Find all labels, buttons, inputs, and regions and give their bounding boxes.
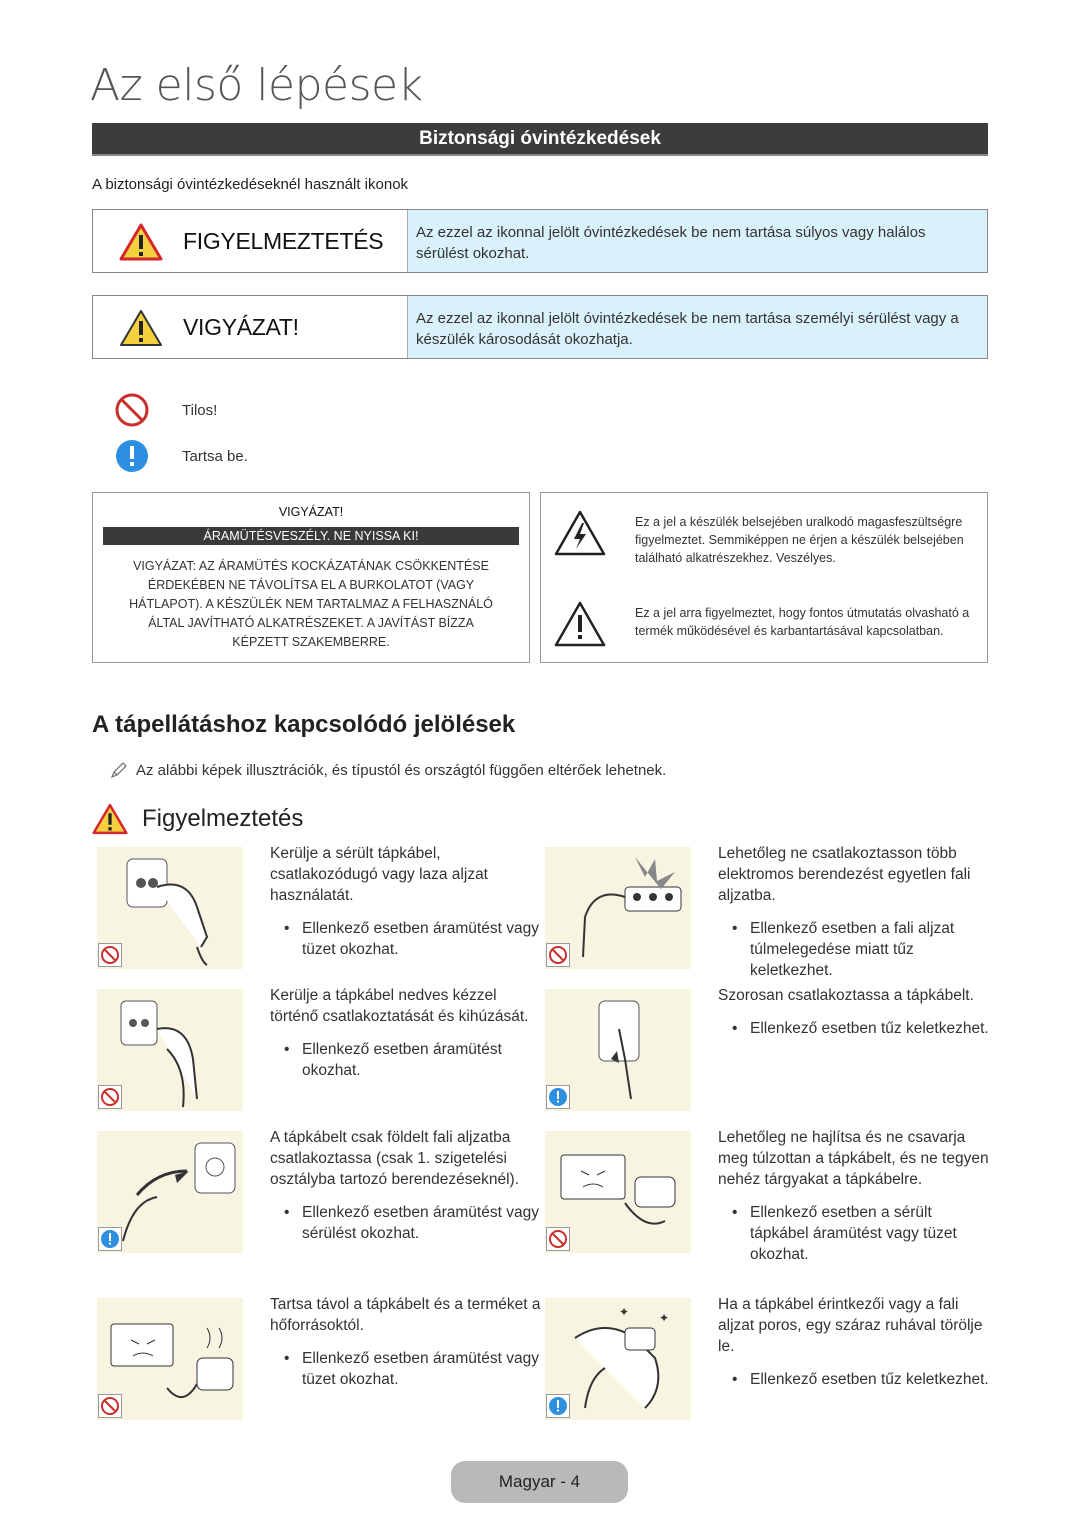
- item-main-text: Tartsa távol a tápkábelt és a terméket a hőforrásoktól.: [270, 1296, 541, 1334]
- caution-notice: [92, 295, 988, 359]
- mandatory-icon: [98, 1227, 122, 1251]
- caution-line: ÉRDEKÉBEN NE TÁVOLÍTSA EL A BURKOLATOT (VAGY: [147, 578, 475, 592]
- item-bullet-text: • Ellenkező esetben a sérült tápkábel áramütést vagy tüzet okozhat.: [718, 1202, 990, 1265]
- prohibited-row: [114, 392, 217, 428]
- item-text: [718, 1127, 990, 1265]
- caution-yellow-icon: [119, 309, 163, 347]
- item-text: [270, 1294, 542, 1390]
- mandatory-row: [114, 438, 248, 474]
- item-bullet-text: • Ellenkező esetben tűz keletkezhet.: [718, 1018, 990, 1039]
- electric-shock-caution-box: [92, 492, 530, 663]
- item-main-text: Ha a tápkábel érintkezői vagy a fali aljzat poros, egy száraz ruhával törölje le.: [718, 1296, 983, 1355]
- item-text: [270, 843, 542, 960]
- caution-line: ÁLTAL JAVÍTHATÓ ALKATRÉSZEKET. A JAVÍTÁST BÍZZA: [148, 616, 474, 630]
- high-voltage-icon: [553, 509, 607, 557]
- item-text: [718, 843, 990, 981]
- item-text: [270, 1127, 542, 1244]
- power-heading: A tápellátáshoz kapcsolódó jelölések: [92, 711, 516, 738]
- item-main-text: Szorosan csatlakoztassa a tápkábelt.: [718, 987, 974, 1004]
- item-main-text: A tápkábelt csak földelt fali aljzatba csatlakoztassa (csak 1. szigetelési osztályba tartozó berendezéseknél).: [270, 1129, 520, 1188]
- prohibited-icon: [114, 392, 150, 428]
- section-title: Biztonsági óvintézkedések: [419, 127, 661, 149]
- warning-text: Az ezzel az ikonnal jelölt óvintézkedések be nem tartása súlyos vagy halálos sérülést okozhat.: [407, 210, 987, 272]
- prohibited-icon: [546, 1227, 570, 1251]
- footer-label: Magyar - 4: [498, 1472, 581, 1491]
- item-bullet-text: • Ellenkező esetben a fali aljzat túlmelegedése miatt tűz keletkezhet.: [718, 918, 990, 981]
- caution-line: VIGYÁZAT: AZ ÁRAMÜTÉS KOCKÁZATÁNAK CSÖKKENTÉSE: [133, 559, 489, 573]
- page-title: Az első lépések: [90, 60, 423, 111]
- item-main-text: Kerülje a sérült tápkábel, csatlakozódugó vagy laza aljzat használatát.: [270, 845, 488, 904]
- caution-box-banner: ÁRAMÜTÉSVESZÉLY. NE NYISSA KI!: [103, 527, 519, 545]
- pencil-icon: [110, 761, 128, 779]
- item-main-text: Kerülje a tápkábel nedves kézzel történő csatlakoztatását és kihúzását.: [270, 987, 529, 1025]
- high-voltage-text: Ez a jel a készülék belsejében uralkodó magasfeszültségre figyelmeztet. Semmiképpen ne érjen a készülék belsejében található alkatrészekhez. Veszélyes.: [635, 515, 964, 565]
- item-text: [718, 1294, 990, 1390]
- prohibited-icon: [546, 943, 570, 967]
- mandatory-label: Tartsa be.: [182, 447, 248, 465]
- caution-line: KÉPZETT SZAKEMBERRE.: [232, 635, 390, 649]
- section-title-bar: [92, 123, 988, 156]
- item-text: [270, 985, 542, 1081]
- icons-subheading: A biztonsági óvintézkedéseknél használt ikonok: [92, 176, 409, 193]
- prohibited-icon: [98, 1085, 122, 1109]
- caution-line: HÁTLAPOT). A KÉSZÜLÉK NEM TARTALMAZ A FELHASZNÁLÓ: [129, 597, 493, 611]
- prohibited-icon: [98, 1394, 122, 1418]
- instruction-text: Ez a jel arra figyelmeztet, hogy fontos útmutatás olvasható a termék működésével és karbantartásával kapcsolatban.: [635, 606, 970, 638]
- warning-red-icon: [92, 803, 128, 835]
- svg-text:✦: ✦: [659, 1311, 670, 1325]
- note-text: Az alábbi képek illusztrációk, és típustól és országtól függően eltérőek lehetnek.: [136, 761, 667, 779]
- warning-notice: [92, 209, 988, 273]
- caution-text: Az ezzel az ikonnal jelölt óvintézkedések be nem tartása személyi sérülést vagy a készülék károsodását okozhatja.: [407, 296, 987, 358]
- instruction-icon: [553, 600, 607, 648]
- warning-red-icon: [119, 223, 163, 261]
- item-bullet-text: • Ellenkező esetben áramütést vagy sérülést okozhat.: [270, 1202, 542, 1244]
- prohibited-icon: [98, 943, 122, 967]
- illustration-note: [110, 761, 666, 779]
- mandatory-icon: [546, 1085, 570, 1109]
- caution-box-header: VIGYÁZAT!: [278, 505, 344, 519]
- item-bullet-text: • Ellenkező esetben áramütést vagy tüzet okozhat.: [270, 1348, 542, 1390]
- prohibited-label: Tilos!: [182, 401, 218, 419]
- item-main-text: Lehetőleg ne hajlítsa és ne csavarja meg túlzottan a tápkábelt, és ne tegyen nehéz tárgyakat a tápkábelre.: [718, 1129, 989, 1188]
- svg-text:✦: ✦: [619, 1305, 630, 1319]
- mandatory-icon: [546, 1394, 570, 1418]
- mandatory-icon: [114, 438, 150, 474]
- page-footer: [451, 1461, 628, 1503]
- item-bullet-text: • Ellenkező esetben áramütést vagy tüzet okozhat.: [270, 918, 542, 960]
- caution-label: VIGYÁZAT!: [183, 313, 299, 340]
- symbol-explanation-box: [540, 492, 988, 663]
- item-bullet-text: • Ellenkező esetben tűz keletkezhet.: [718, 1369, 990, 1390]
- item-text: [718, 985, 990, 1039]
- item-bullet-text: • Ellenkező esetben áramütést okozhat.: [270, 1039, 542, 1081]
- warning-label: FIGYELMEZTETÉS: [183, 227, 384, 254]
- warning-subheading-text: Figyelmeztetés: [142, 805, 304, 832]
- item-main-text: Lehetőleg ne csatlakoztasson több elektromos berendezést egyetlen fali aljzatba.: [718, 845, 971, 904]
- warning-subheading: [92, 803, 303, 835]
